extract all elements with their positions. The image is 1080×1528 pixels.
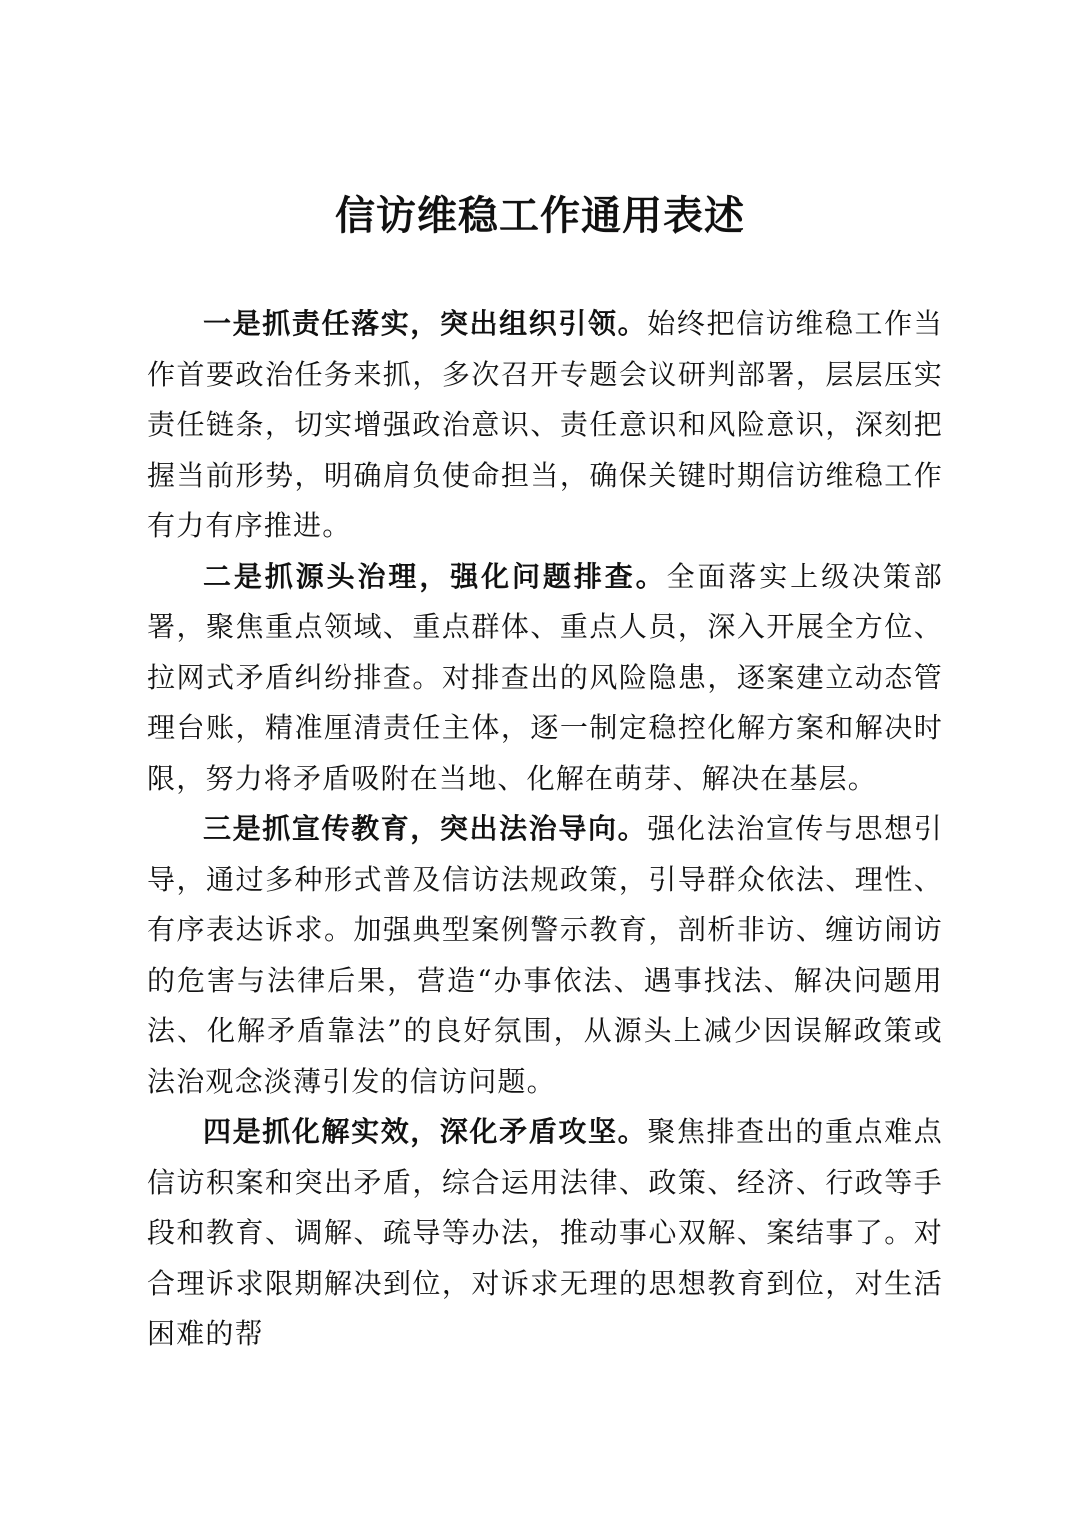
paragraph-4 xyxy=(147,1107,943,1360)
paragraph-3-lead: 三是抓宣传教育，突出法治导向。 xyxy=(203,812,648,845)
paragraph-4-lead: 四是抓化解实效，深化矛盾攻坚。 xyxy=(203,1115,648,1148)
paragraph-1 xyxy=(147,299,943,552)
paragraph-2-lead: 二是抓源头治理，强化问题排查。 xyxy=(203,559,667,593)
paragraph-4-text: 聚焦排查出的重点难点信访积案和突出矛盾，综合运用法律、政策、经济、行政等手段和教育、调解、疏导等办法，推动事心双解、案结事了。对合理诉求限期解决到位，对诉求无理的思想教育到位，对生活困难的帮 xyxy=(147,1115,943,1350)
paragraph-1-text: 始终把信访维稳工作当作首要政治任务来抓，多次召开专题会议研判部署，层层压实责任链条，切实增强政治意识、责任意识和风险意识，深刻把握当前形势，明确肩负使命担当，确保关键时期信访维稳工作有力有序推进。 xyxy=(147,307,943,542)
paragraph-3-text: 强化法治宣传与思想引导，通过多种形式普及信访法规政策，引导群众依法、理性、有序表达诉求。加强典型案例警示教育，剖析非访、缠访闹访的危害与法律后果，营造“办事依法、遇事找法、解决问题用法、化解矛盾靠法”的良好氛围，从源头上减少因误解政策或法治观念淡薄引发的信访问题。 xyxy=(147,812,943,1098)
paragraph-2-text: 全面落实上级决策部署，聚焦重点领域、重点群体、重点人员，深入开展全方位、拉网式矛盾纠纷排查。对排查出的风险隐患，逐案建立动态管理台账，精准厘清责任主体，逐一制定稳控化解方案和解决时限，努力将矛盾吸附在当地、化解在萌芽、解决在基层。 xyxy=(147,559,943,795)
paragraph-3 xyxy=(147,804,943,1107)
paragraph-1-lead: 一是抓责任落实，突出组织引领。 xyxy=(203,307,648,340)
document-title: 信访维稳工作通用表述 xyxy=(335,192,745,239)
paragraph-2 xyxy=(147,552,943,805)
document-body xyxy=(147,299,943,1360)
